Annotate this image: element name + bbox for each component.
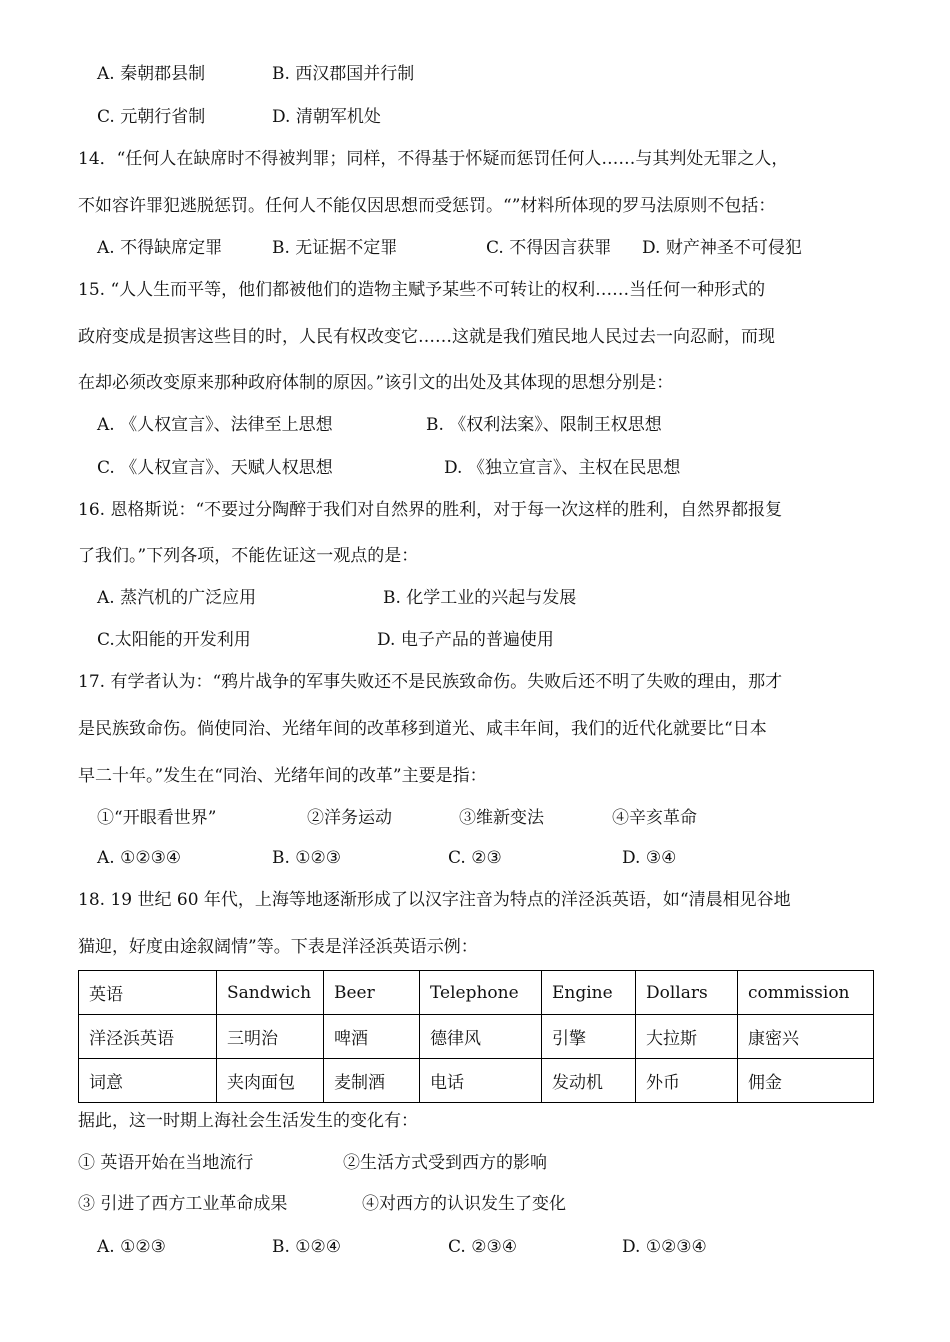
q13-option-c: C. 元朝行省制 (97, 107, 206, 127)
table-cell: 康密兴 (738, 1015, 874, 1059)
q18-after-table: 据此，这一时期上海社会生活发生的变化有： (78, 1111, 418, 1131)
q16-option-a: A. 蒸汽机的广泛应用 (97, 588, 257, 608)
q17-stem-line-1: 17. 有学者认为：“鸦片战争的军事失败还不是民族致命伤。失败后还不明了失败的理由，那才 (78, 672, 783, 692)
q17-item-3: ③维新变法 (459, 808, 544, 828)
table-cell: 大拉斯 (636, 1015, 738, 1059)
pidgin-english-table (78, 970, 874, 1103)
q17-option-a: A. ①②③④ (97, 848, 182, 868)
q13-option-a: A. 秦朝郡县制 (97, 64, 206, 84)
table-cell: 德律风 (420, 1015, 542, 1059)
q15-stem-line-1: 15. “人人生而平等，他们都被他们的造物主赋予某些不可转让的权利……当任何一种形式的 (78, 280, 766, 300)
table-row (79, 971, 874, 1015)
q18-item-4: ④对西方的认识发生了变化 (362, 1194, 566, 1214)
q17-option-c: C. ②③ (448, 848, 502, 868)
q15-option-d: D. 《独立宣言》、主权在民思想 (444, 458, 681, 478)
q14-option-b: B. 无证据不定罪 (272, 238, 398, 258)
q17-option-d: D. ③④ (622, 848, 677, 868)
q17-option-b: B. ①②③ (272, 848, 342, 868)
q18-option-d: D. ①②③④ (622, 1237, 707, 1257)
q13-option-b: B. 西汉郡国并行制 (272, 64, 415, 84)
q17-item-1: ①“开眼看世界” (97, 808, 217, 828)
q15-option-c: C. 《人权宣言》、天赋人权思想 (97, 458, 333, 478)
q17-item-4: ④辛亥革命 (612, 808, 697, 828)
q16-stem-line-2: 了我们。”下列各项，不能佐证这一观点的是： (78, 546, 419, 566)
table-cell: 英语 (79, 971, 217, 1015)
q18-stem-line-1: 18. 19 世纪 60 年代，上海等地逐渐形成了以汉字注音为特点的洋泾浜英语，如“清晨相见谷地 (78, 890, 791, 910)
q14-option-d: D. 财产神圣不可侵犯 (642, 238, 802, 258)
table-cell: 词意 (79, 1059, 217, 1103)
q17-stem-line-2: 是民族致命伤。倘使同治、光绪年间的改革移到道光、咸丰年间，我们的近代化就要比“日本 (78, 719, 767, 739)
q18-item-1: ① 英语开始在当地流行 (78, 1153, 254, 1173)
table-cell: 啤酒 (324, 1015, 420, 1059)
table-cell: Engine (542, 971, 636, 1015)
q18-stem-line-2: 猫迎，好度由途叙阔情”等。下表是洋泾浜英语示例： (78, 937, 478, 957)
table-cell: 电话 (420, 1059, 542, 1103)
q13-option-d: D. 清朝军机处 (272, 107, 381, 127)
q15-option-b: B. 《权利法案》、限制王权思想 (426, 415, 662, 435)
table-row (79, 1015, 874, 1059)
table-cell: 夹肉面包 (217, 1059, 324, 1103)
q16-option-b: B. 化学工业的兴起与发展 (383, 588, 577, 608)
q18-item-3: ③ 引进了西方工业革命成果 (78, 1194, 288, 1214)
q18-item-2: ②生活方式受到西方的影响 (343, 1153, 547, 1173)
table-cell: 引擎 (542, 1015, 636, 1059)
table-cell: 佣金 (738, 1059, 874, 1103)
table-cell: Beer (324, 971, 420, 1015)
q14-stem-line-1: 14．“任何人在缺席时不得被判罪；同样，不得基于怀疑而惩罚任何人……与其判处无罪之人， (78, 149, 789, 169)
q18-option-b: B. ①②④ (272, 1237, 342, 1257)
table-cell: 洋泾浜英语 (79, 1015, 217, 1059)
table-row (79, 1059, 874, 1103)
q16-option-c: C.太阳能的开发利用 (97, 630, 251, 650)
q16-stem-line-1: 16. 恩格斯说：“不要过分陶醉于我们对自然界的胜利，对于每一次这样的胜利，自然界都报复 (78, 500, 783, 520)
table-cell: commission (738, 971, 874, 1015)
q14-option-c: C. 不得因言获罪 (486, 238, 612, 258)
table-cell: 发动机 (542, 1059, 636, 1103)
table-cell: 三明治 (217, 1015, 324, 1059)
q14-stem-line-2: 不如容许罪犯逃脱惩罚。任何人不能仅因思想而受惩罚。“”材料所体现的罗马法原则不包括： (78, 196, 776, 216)
q18-option-c: C. ②③④ (448, 1237, 517, 1257)
q15-stem-line-2: 政府变成是损害这些目的时，人民有权改变它……这就是我们殖民地人民过去一向忍耐，而现 (78, 327, 775, 347)
q15-stem-line-3: 在却必须改变原来那种政府体制的原因。”该引文的出处及其体现的思想分别是： (78, 373, 674, 393)
table-cell: Telephone (420, 971, 542, 1015)
q18-option-a: A. ①②③ (97, 1237, 166, 1257)
table-cell: 麦制酒 (324, 1059, 420, 1103)
q17-stem-line-3: 早二十年。”发生在“同治、光绪年间的改革”主要是指： (78, 766, 487, 786)
table-cell: Dollars (636, 971, 738, 1015)
q14-option-a: A. 不得缺席定罪 (97, 238, 223, 258)
q17-item-2: ②洋务运动 (307, 808, 392, 828)
q16-option-d: D. 电子产品的普遍使用 (377, 630, 554, 650)
q15-option-a: A. 《人权宣言》、法律至上思想 (97, 415, 333, 435)
table-cell: 外币 (636, 1059, 738, 1103)
table-cell: Sandwich (217, 971, 324, 1015)
